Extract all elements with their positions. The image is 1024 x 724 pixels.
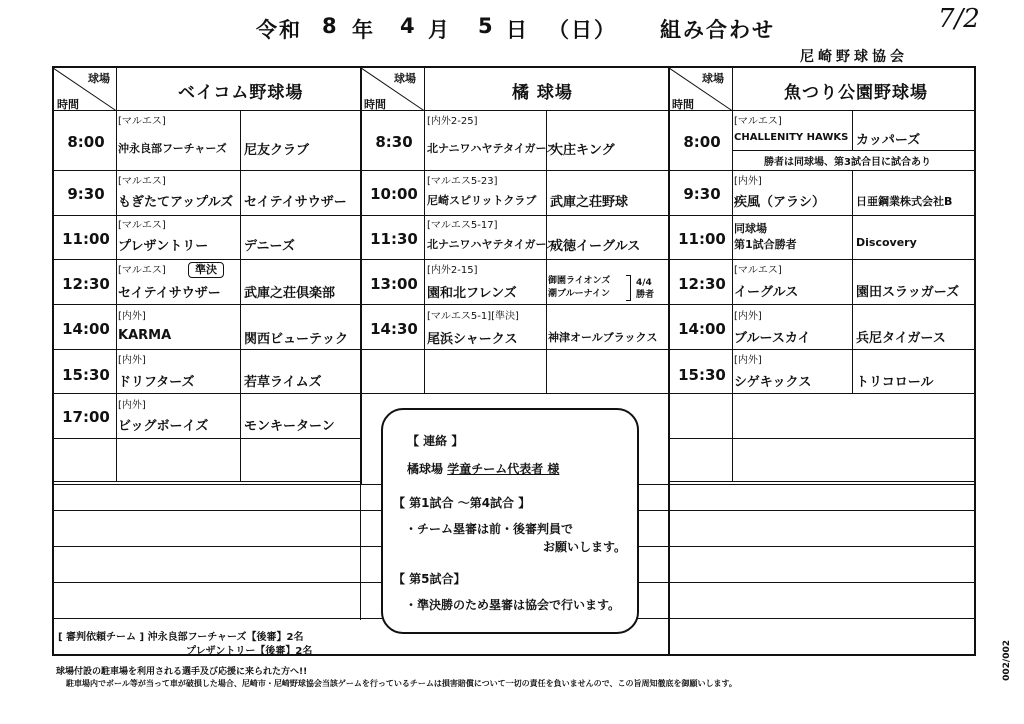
footer-line-2: 駐車場内でボール等が当って車が破損した場合、尼崎市・尼崎野球協会当該ゲームを行っているチームは損害賠償について一切の責任を負いませんので、この旨周知徹底を御願いします。 bbox=[66, 679, 737, 688]
home-team: シゲキックス bbox=[734, 375, 812, 390]
grid-v-line bbox=[240, 110, 241, 481]
slot-time: 11:30 bbox=[370, 230, 418, 248]
slot-tag: [内外] bbox=[734, 176, 762, 187]
away-team-line1: 御園ライオンズ bbox=[548, 276, 611, 286]
notice-line-3: ・準決勝のため塁審は協会で行います。 bbox=[405, 598, 621, 612]
note-divider bbox=[732, 150, 974, 151]
slot-tag: [内外2-15] bbox=[427, 265, 478, 276]
slot-time: 14:00 bbox=[678, 320, 726, 338]
slot-time: 8:30 bbox=[375, 133, 413, 151]
slot-time: 14:00 bbox=[62, 320, 110, 338]
home-team: ドリフターズ bbox=[118, 375, 195, 390]
grid-h-line bbox=[668, 259, 974, 260]
notice-recipient: 学童チーム代表者 様 bbox=[447, 462, 560, 476]
date-day: 5 bbox=[478, 14, 495, 38]
slot-time: 13:00 bbox=[370, 275, 418, 293]
date-year-label: 年 bbox=[352, 18, 375, 42]
home-team: 尾浜シャークス bbox=[427, 332, 518, 347]
grid-h-line bbox=[360, 304, 668, 305]
grid-h-line bbox=[668, 438, 974, 439]
away-team: 成徳イーグルス bbox=[550, 239, 641, 254]
slot-tag: [内外] bbox=[118, 355, 146, 366]
slot-tag: [マルエス] bbox=[118, 220, 166, 231]
slot-tag: [内外] bbox=[118, 400, 146, 411]
corner-top-1: 球場 bbox=[88, 72, 110, 85]
home-team: プレザントリー bbox=[118, 239, 209, 254]
home-team: KARMA bbox=[118, 328, 172, 343]
slot-tag: [マルエス5-17] bbox=[427, 220, 498, 231]
slot-tag: [内外] bbox=[118, 311, 146, 322]
grid-h-line bbox=[668, 393, 974, 394]
date-year: 8 bbox=[322, 14, 339, 38]
association-name: 尼崎野球協会 bbox=[800, 49, 908, 65]
grid-h-line bbox=[668, 349, 974, 350]
grid-h-line bbox=[54, 481, 360, 482]
date-era: 令和 bbox=[256, 18, 302, 42]
grid-v-line bbox=[852, 170, 853, 304]
slot-time: 14:30 bbox=[370, 320, 418, 338]
away-team: 尼友クラブ bbox=[244, 143, 310, 158]
venue-name-tachibana: 橘 球場 bbox=[512, 83, 573, 103]
away-team: 園田スラッガーズ bbox=[856, 285, 960, 300]
away-note-winner: 勝者 bbox=[636, 290, 655, 300]
home-team: ブルースカイ bbox=[734, 331, 811, 346]
section-divider bbox=[668, 66, 670, 656]
notice-section-1: 【 第1試合 ～第4試合 】 bbox=[393, 496, 531, 510]
notice-venue: 橘球場 bbox=[407, 462, 448, 476]
grid-v-line bbox=[360, 484, 361, 620]
grid-h-line bbox=[668, 170, 974, 171]
home-team: ビッグボーイズ bbox=[118, 419, 209, 434]
away-team: カッパーズ bbox=[856, 133, 921, 148]
date-month: 4 bbox=[400, 14, 417, 38]
home-team-line1: 同球場 bbox=[734, 222, 767, 235]
grid-v-line bbox=[852, 304, 853, 393]
grid-h-line bbox=[360, 170, 668, 171]
slot-tag: [マルエス] bbox=[734, 265, 782, 276]
grid-v-line bbox=[852, 110, 853, 150]
away-team: 武庫之荘倶楽部 bbox=[244, 286, 336, 301]
away-team: 武庫之荘野球 bbox=[550, 195, 629, 210]
slot-time: 10:00 bbox=[370, 185, 418, 203]
away-team: 日亜鋼業株式会社B bbox=[856, 195, 953, 208]
grid-h-line bbox=[360, 349, 668, 350]
venue-name-baycom: ベイコム野球場 bbox=[178, 83, 304, 103]
corner-top-3: 球場 bbox=[702, 72, 724, 85]
slot-time: 15:30 bbox=[62, 366, 110, 384]
slot-tag: [マルエス] bbox=[734, 116, 782, 127]
slot-tag: [マルエス] bbox=[118, 265, 166, 276]
slot-tag: [マルエス] bbox=[118, 116, 166, 127]
home-team: 尼崎スピリットクラブ bbox=[427, 194, 537, 207]
grid-v-line bbox=[116, 66, 117, 481]
slot-tag: [マルエス] bbox=[118, 176, 166, 187]
corner-bottom-2: 時間 bbox=[364, 98, 386, 111]
slot-time: 15:30 bbox=[678, 366, 726, 384]
slot-time: 12:30 bbox=[62, 275, 110, 293]
corner-bottom-1: 時間 bbox=[57, 98, 79, 111]
grid-v-line bbox=[732, 66, 733, 481]
grid-h-line bbox=[54, 393, 360, 394]
away-team-line2: 潮ブルーナイン bbox=[548, 289, 611, 299]
home-team: 沖永良部フーチャーズ bbox=[118, 142, 227, 155]
grid-h-line bbox=[54, 304, 360, 305]
date-day-label: 日 bbox=[506, 18, 529, 42]
slot-time: 11:00 bbox=[678, 230, 726, 248]
slot-tag: [マルエス5-1][準決] bbox=[427, 311, 519, 322]
away-team: トリコロール bbox=[856, 375, 934, 390]
grid-h-line bbox=[360, 259, 668, 260]
slot-tag: [マルエス5-23] bbox=[427, 176, 498, 187]
date-weekday: （日） bbox=[548, 18, 617, 42]
home-team: 疾風（アラシ） bbox=[734, 195, 826, 210]
notice-heading: 【 連絡 】 bbox=[407, 434, 464, 448]
notice-line-2: お願いします。 bbox=[543, 540, 627, 554]
handwritten-mark: 7/2 bbox=[938, 4, 980, 34]
away-team: 神津オールブラックス bbox=[548, 331, 658, 344]
notice-section-2: 【 第5試合】 bbox=[393, 572, 466, 586]
section-divider bbox=[360, 66, 362, 484]
away-team: 関西ビューテック bbox=[244, 332, 349, 347]
corner-bottom-3: 時間 bbox=[672, 98, 694, 111]
semifinal-badge: 準決 bbox=[188, 262, 224, 278]
footer-line-1: 球場付設の駐車場を利用される選手及び応援に来られた方へ!! bbox=[56, 667, 308, 677]
grid-h-line bbox=[668, 481, 974, 482]
schedule-title: 組み合わせ bbox=[660, 18, 775, 42]
grid-h-line bbox=[360, 393, 668, 394]
home-team: 園和北フレンズ bbox=[427, 286, 517, 301]
away-team: デニーズ bbox=[244, 239, 295, 254]
grid-h-line bbox=[54, 438, 360, 439]
slot-time: 9:30 bbox=[67, 185, 105, 203]
notice-line-1: ・チーム塁審は前・後審判員で bbox=[405, 522, 574, 536]
grid-h-line bbox=[54, 349, 360, 350]
slot-time: 12:30 bbox=[678, 275, 726, 293]
home-team: もぎたてアップルズ bbox=[118, 195, 234, 210]
slot-time: 11:00 bbox=[62, 230, 110, 248]
away-team: 兵尼タイガース bbox=[856, 331, 946, 346]
slot-note: 勝者は同球場、第3試合目に試合あり bbox=[764, 157, 931, 168]
grid-h-line bbox=[54, 215, 360, 216]
slot-tag: [内外] bbox=[734, 311, 762, 322]
grid-h-line bbox=[54, 170, 360, 171]
page-stamp: 002/002 bbox=[1002, 640, 1012, 681]
notice-recipient-line bbox=[407, 460, 559, 477]
home-team: CHALLENITY HAWKS bbox=[734, 132, 849, 143]
slot-time: 8:00 bbox=[683, 133, 721, 151]
away-team: 若草ライムズ bbox=[244, 375, 322, 390]
home-team-line2: 第1試合勝者 bbox=[734, 238, 797, 251]
slot-tag: [内外] bbox=[734, 355, 762, 366]
home-team: セイテイサウザー bbox=[118, 286, 221, 301]
date-month-label: 月 bbox=[428, 18, 451, 42]
slot-time: 8:00 bbox=[67, 133, 105, 151]
home-team: 北ナニワハヤテタイガース bbox=[427, 142, 557, 155]
umpire-request-1: [ 審判依頼チーム ] 沖永良部フーチャーズ【後審】2名 bbox=[58, 632, 304, 643]
header-divider bbox=[52, 110, 976, 111]
slot-tag: [内外2-25] bbox=[427, 116, 478, 127]
grid-v-line bbox=[424, 66, 425, 393]
away-team: 大庄キング bbox=[550, 143, 615, 158]
corner-top-2: 球場 bbox=[394, 72, 416, 85]
grid-h-line bbox=[668, 304, 974, 305]
slot-time: 17:00 bbox=[62, 408, 110, 426]
away-team: Discovery bbox=[856, 236, 917, 249]
away-team: セイテイサウザー bbox=[244, 195, 347, 210]
slot-time: 9:30 bbox=[683, 185, 721, 203]
notice-box bbox=[381, 408, 639, 634]
grid-h-line bbox=[54, 259, 360, 260]
grid-h-line bbox=[668, 215, 974, 216]
home-team: 北ナニワハヤテタイガース bbox=[427, 238, 557, 251]
home-team: イーグルス bbox=[734, 285, 799, 300]
venue-name-uotsuri: 魚つり公園野球場 bbox=[784, 83, 928, 103]
grid-h-line bbox=[360, 215, 668, 216]
away-team: モンキーターン bbox=[244, 419, 335, 434]
umpire-request-2: プレザントリー【後審】2名 bbox=[186, 646, 313, 657]
bracket-mark bbox=[626, 275, 631, 301]
away-note-date: 4/4 bbox=[636, 278, 652, 288]
